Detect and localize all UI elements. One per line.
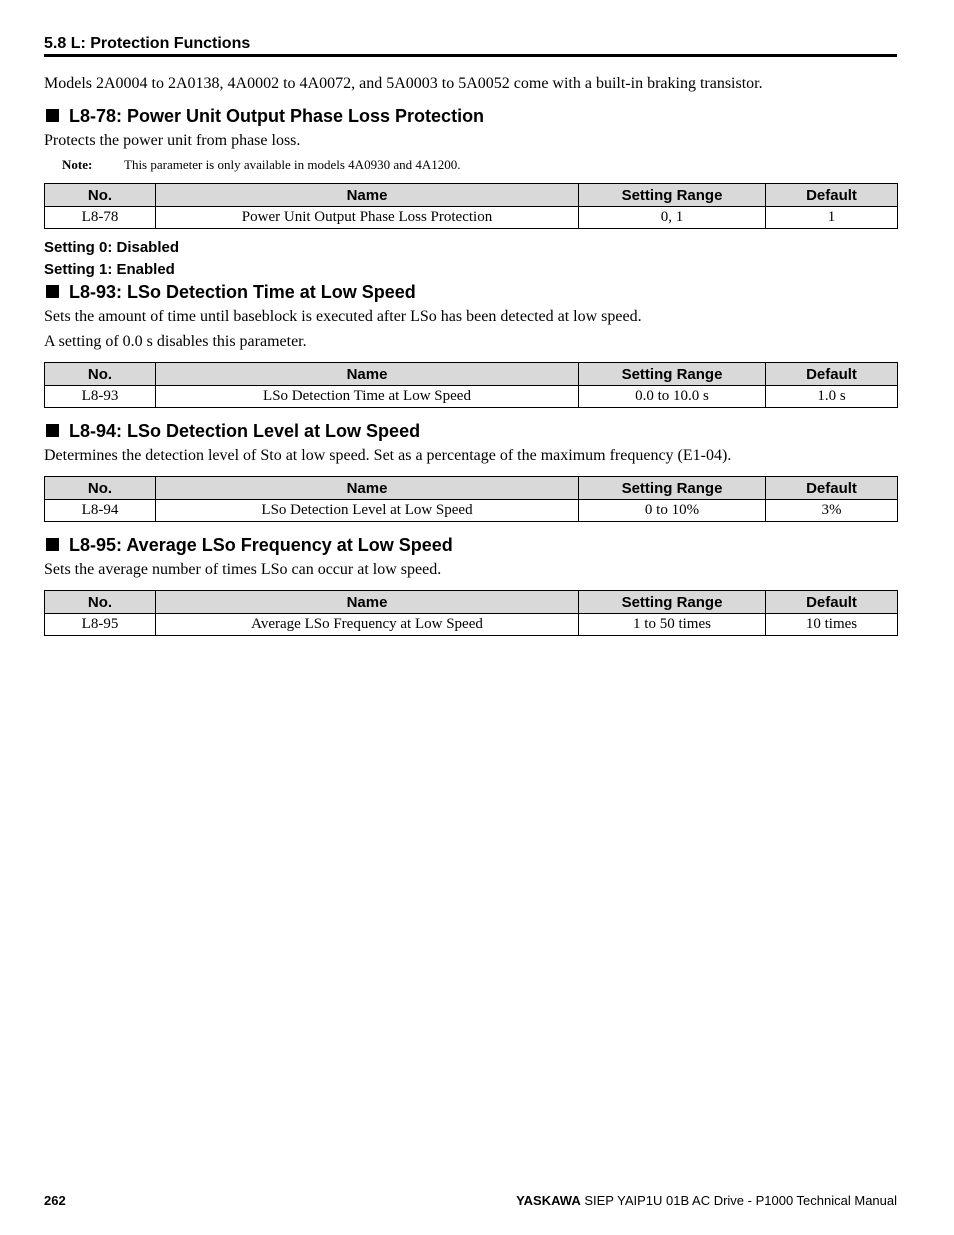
table-header-row	[45, 591, 898, 614]
heading-l8-95: L8-95: Average LSo Frequency at Low Speed	[44, 534, 453, 556]
col-header-default: Default	[766, 477, 898, 500]
cell-default: 3%	[766, 500, 898, 522]
heading-l8-78: L8-78: Power Unit Output Phase Loss Protection	[44, 105, 484, 127]
col-header-name: Name	[156, 184, 579, 207]
cell-name: LSo Detection Time at Low Speed	[156, 386, 579, 408]
heading-bullet-icon	[46, 285, 59, 298]
table-row	[45, 500, 898, 522]
col-header-range: Setting Range	[579, 591, 766, 614]
cell-name: Average LSo Frequency at Low Speed	[156, 614, 579, 636]
paragraph-l8-93-a: Sets the amount of time until baseblock is executed after LSo has been detected at low speed.	[44, 308, 642, 325]
col-header-no: No.	[45, 363, 156, 386]
col-header-no: No.	[45, 184, 156, 207]
cell-range: 0, 1	[579, 207, 766, 229]
col-header-name: Name	[156, 363, 579, 386]
footer-manual-title	[516, 1193, 897, 1208]
heading-bullet-icon	[46, 109, 59, 122]
cell-default: 1	[766, 207, 898, 229]
param-table-l8-93	[44, 362, 898, 408]
heading-bullet-icon	[46, 424, 59, 437]
col-header-name: Name	[156, 591, 579, 614]
cell-no: L8-78	[45, 207, 156, 229]
col-header-default: Default	[766, 363, 898, 386]
note-label: Note:	[62, 157, 93, 172]
heading-l8-94: L8-94: LSo Detection Level at Low Speed	[44, 420, 420, 442]
col-header-no: No.	[45, 477, 156, 500]
paragraph-l8-94: Determines the detection level of Sto at low speed. Set as a percentage of the maximum frequency (E1-04).	[44, 447, 732, 464]
cell-name: LSo Detection Level at Low Speed	[156, 500, 579, 522]
footer-manual: SIEP YAIP1U 01B AC Drive - P1000 Technical Manual	[584, 1193, 897, 1208]
section-header: 5.8 L: Protection Functions	[44, 34, 897, 57]
table-header-row	[45, 363, 898, 386]
intro-paragraph: Models 2A0004 to 2A0138, 4A0002 to 4A0072, and 5A0003 to 5A0052 come with a built-in braking transistor.	[44, 75, 763, 92]
cell-range: 0 to 10%	[579, 500, 766, 522]
col-header-range: Setting Range	[579, 363, 766, 386]
table-row	[45, 386, 898, 408]
param-table-l8-94	[44, 476, 898, 522]
setting-0: Setting 0: Disabled	[44, 239, 180, 256]
heading-l8-93: L8-93: LSo Detection Time at Low Speed	[44, 281, 416, 303]
heading-bullet-icon	[46, 538, 59, 551]
col-header-range: Setting Range	[579, 184, 766, 207]
cell-default: 10 times	[766, 614, 898, 636]
col-header-default: Default	[766, 184, 898, 207]
cell-range: 1 to 50 times	[579, 614, 766, 636]
cell-no: L8-94	[45, 500, 156, 522]
col-header-name: Name	[156, 477, 579, 500]
param-table-l8-95	[44, 590, 898, 636]
footer-brand: YASKAWA	[516, 1193, 581, 1208]
table-row	[45, 207, 898, 229]
cell-no: L8-93	[45, 386, 156, 408]
paragraph-l8-95: Sets the average number of times LSo can occur at low speed.	[44, 561, 442, 578]
table-row	[45, 614, 898, 636]
table-header-row	[45, 184, 898, 207]
cell-name: Power Unit Output Phase Loss Protection	[156, 207, 579, 229]
col-header-no: No.	[45, 591, 156, 614]
cell-no: L8-95	[45, 614, 156, 636]
page-number: 262	[44, 1193, 66, 1208]
setting-1: Setting 1: Enabled	[44, 261, 175, 278]
col-header-range: Setting Range	[579, 477, 766, 500]
param-table-l8-78	[44, 183, 898, 229]
table-header-row	[45, 477, 898, 500]
col-header-default: Default	[766, 591, 898, 614]
cell-default: 1.0 s	[766, 386, 898, 408]
note-l8-78	[44, 157, 460, 173]
note-text: This parameter is only available in models 4A0930 and 4A1200.	[124, 157, 461, 172]
paragraph-l8-78: Protects the power unit from phase loss.	[44, 132, 301, 149]
paragraph-l8-93-b: A setting of 0.0 s disables this parameter.	[44, 333, 307, 350]
cell-range: 0.0 to 10.0 s	[579, 386, 766, 408]
